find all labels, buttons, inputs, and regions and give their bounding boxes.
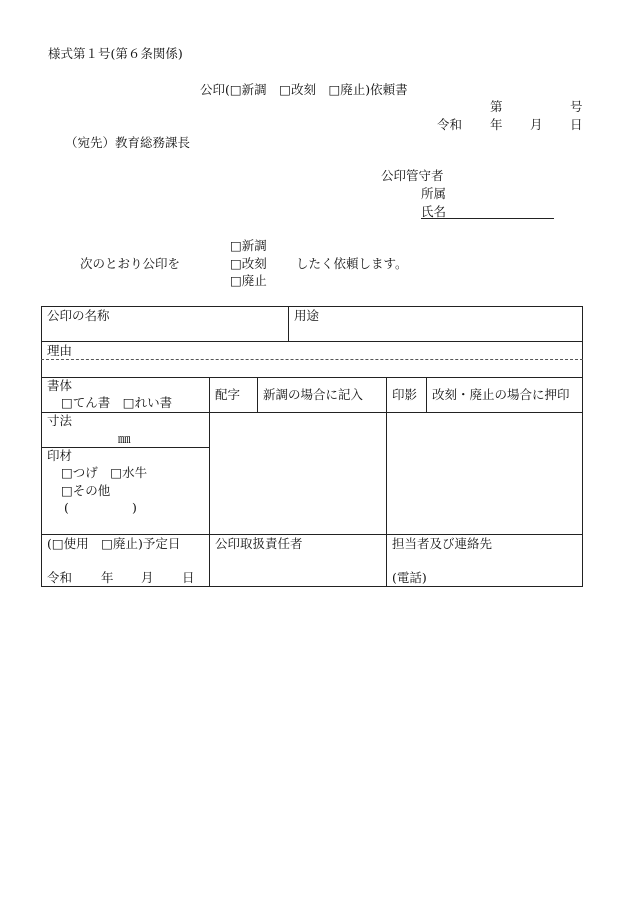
size-label: 寸法: [47, 413, 73, 428]
typeface-label: 書体: [47, 378, 73, 393]
option-abolish: □廃止: [230, 273, 267, 288]
custodian-name-label: 氏名: [421, 204, 447, 219]
impression-label: 印影: [392, 387, 418, 402]
number-label-dai: 第: [490, 99, 503, 114]
date-era: 令和: [437, 117, 463, 132]
impression-note: 改刻・廃止の場合に押印: [432, 387, 570, 402]
date-month: 月: [530, 117, 543, 132]
request-prefix: 次のとおり公印を: [80, 256, 181, 271]
schedule-day: 日: [182, 570, 195, 585]
form-number: 様式第１号(第６条関係): [48, 46, 183, 61]
schedule-month: 月: [141, 570, 154, 585]
material-paren-open: (: [64, 500, 69, 515]
date-year: 年: [490, 117, 503, 132]
schedule-year: 年: [101, 570, 114, 585]
custodian-heading: 公印管守者: [381, 168, 444, 183]
custodian-affiliation: 所属: [421, 186, 447, 201]
size-unit: ㎜: [118, 431, 131, 446]
contact-label: 担当者及び連絡先: [392, 536, 493, 551]
handler-label: 公印取扱責任者: [215, 536, 303, 551]
material-option-1: □つげ □水牛: [61, 465, 148, 480]
material-paren-close: ): [132, 500, 137, 515]
addressee: （宛先）教育総務課長: [65, 135, 191, 150]
number-label-go: 号: [570, 99, 583, 114]
material-option-2: □その他: [61, 483, 111, 498]
seal-name-label: 公印の名称: [47, 308, 110, 323]
reason-label: 理由: [47, 343, 73, 358]
schedule-era: 令和: [47, 570, 73, 585]
schedule-label: (□使用 □廃止)予定日: [47, 536, 181, 551]
material-label: 印材: [47, 448, 73, 463]
document-title: 公印(□新調 □改刻 □廃止)依頼書: [200, 82, 408, 97]
phone-label: (電話): [392, 570, 427, 585]
purpose-label: 用途: [294, 308, 320, 323]
option-new: □新調: [230, 238, 267, 253]
request-suffix: したく依頼します。: [296, 256, 408, 271]
layout-note: 新調の場合に記入: [263, 387, 364, 402]
typeface-options: □てん書 □れい書: [61, 395, 173, 410]
option-recut: □改刻: [230, 256, 267, 271]
custodian-name-underline: [421, 218, 554, 219]
layout-label: 配字: [215, 387, 241, 402]
reason-divider: [41, 359, 583, 360]
date-day: 日: [570, 117, 583, 132]
